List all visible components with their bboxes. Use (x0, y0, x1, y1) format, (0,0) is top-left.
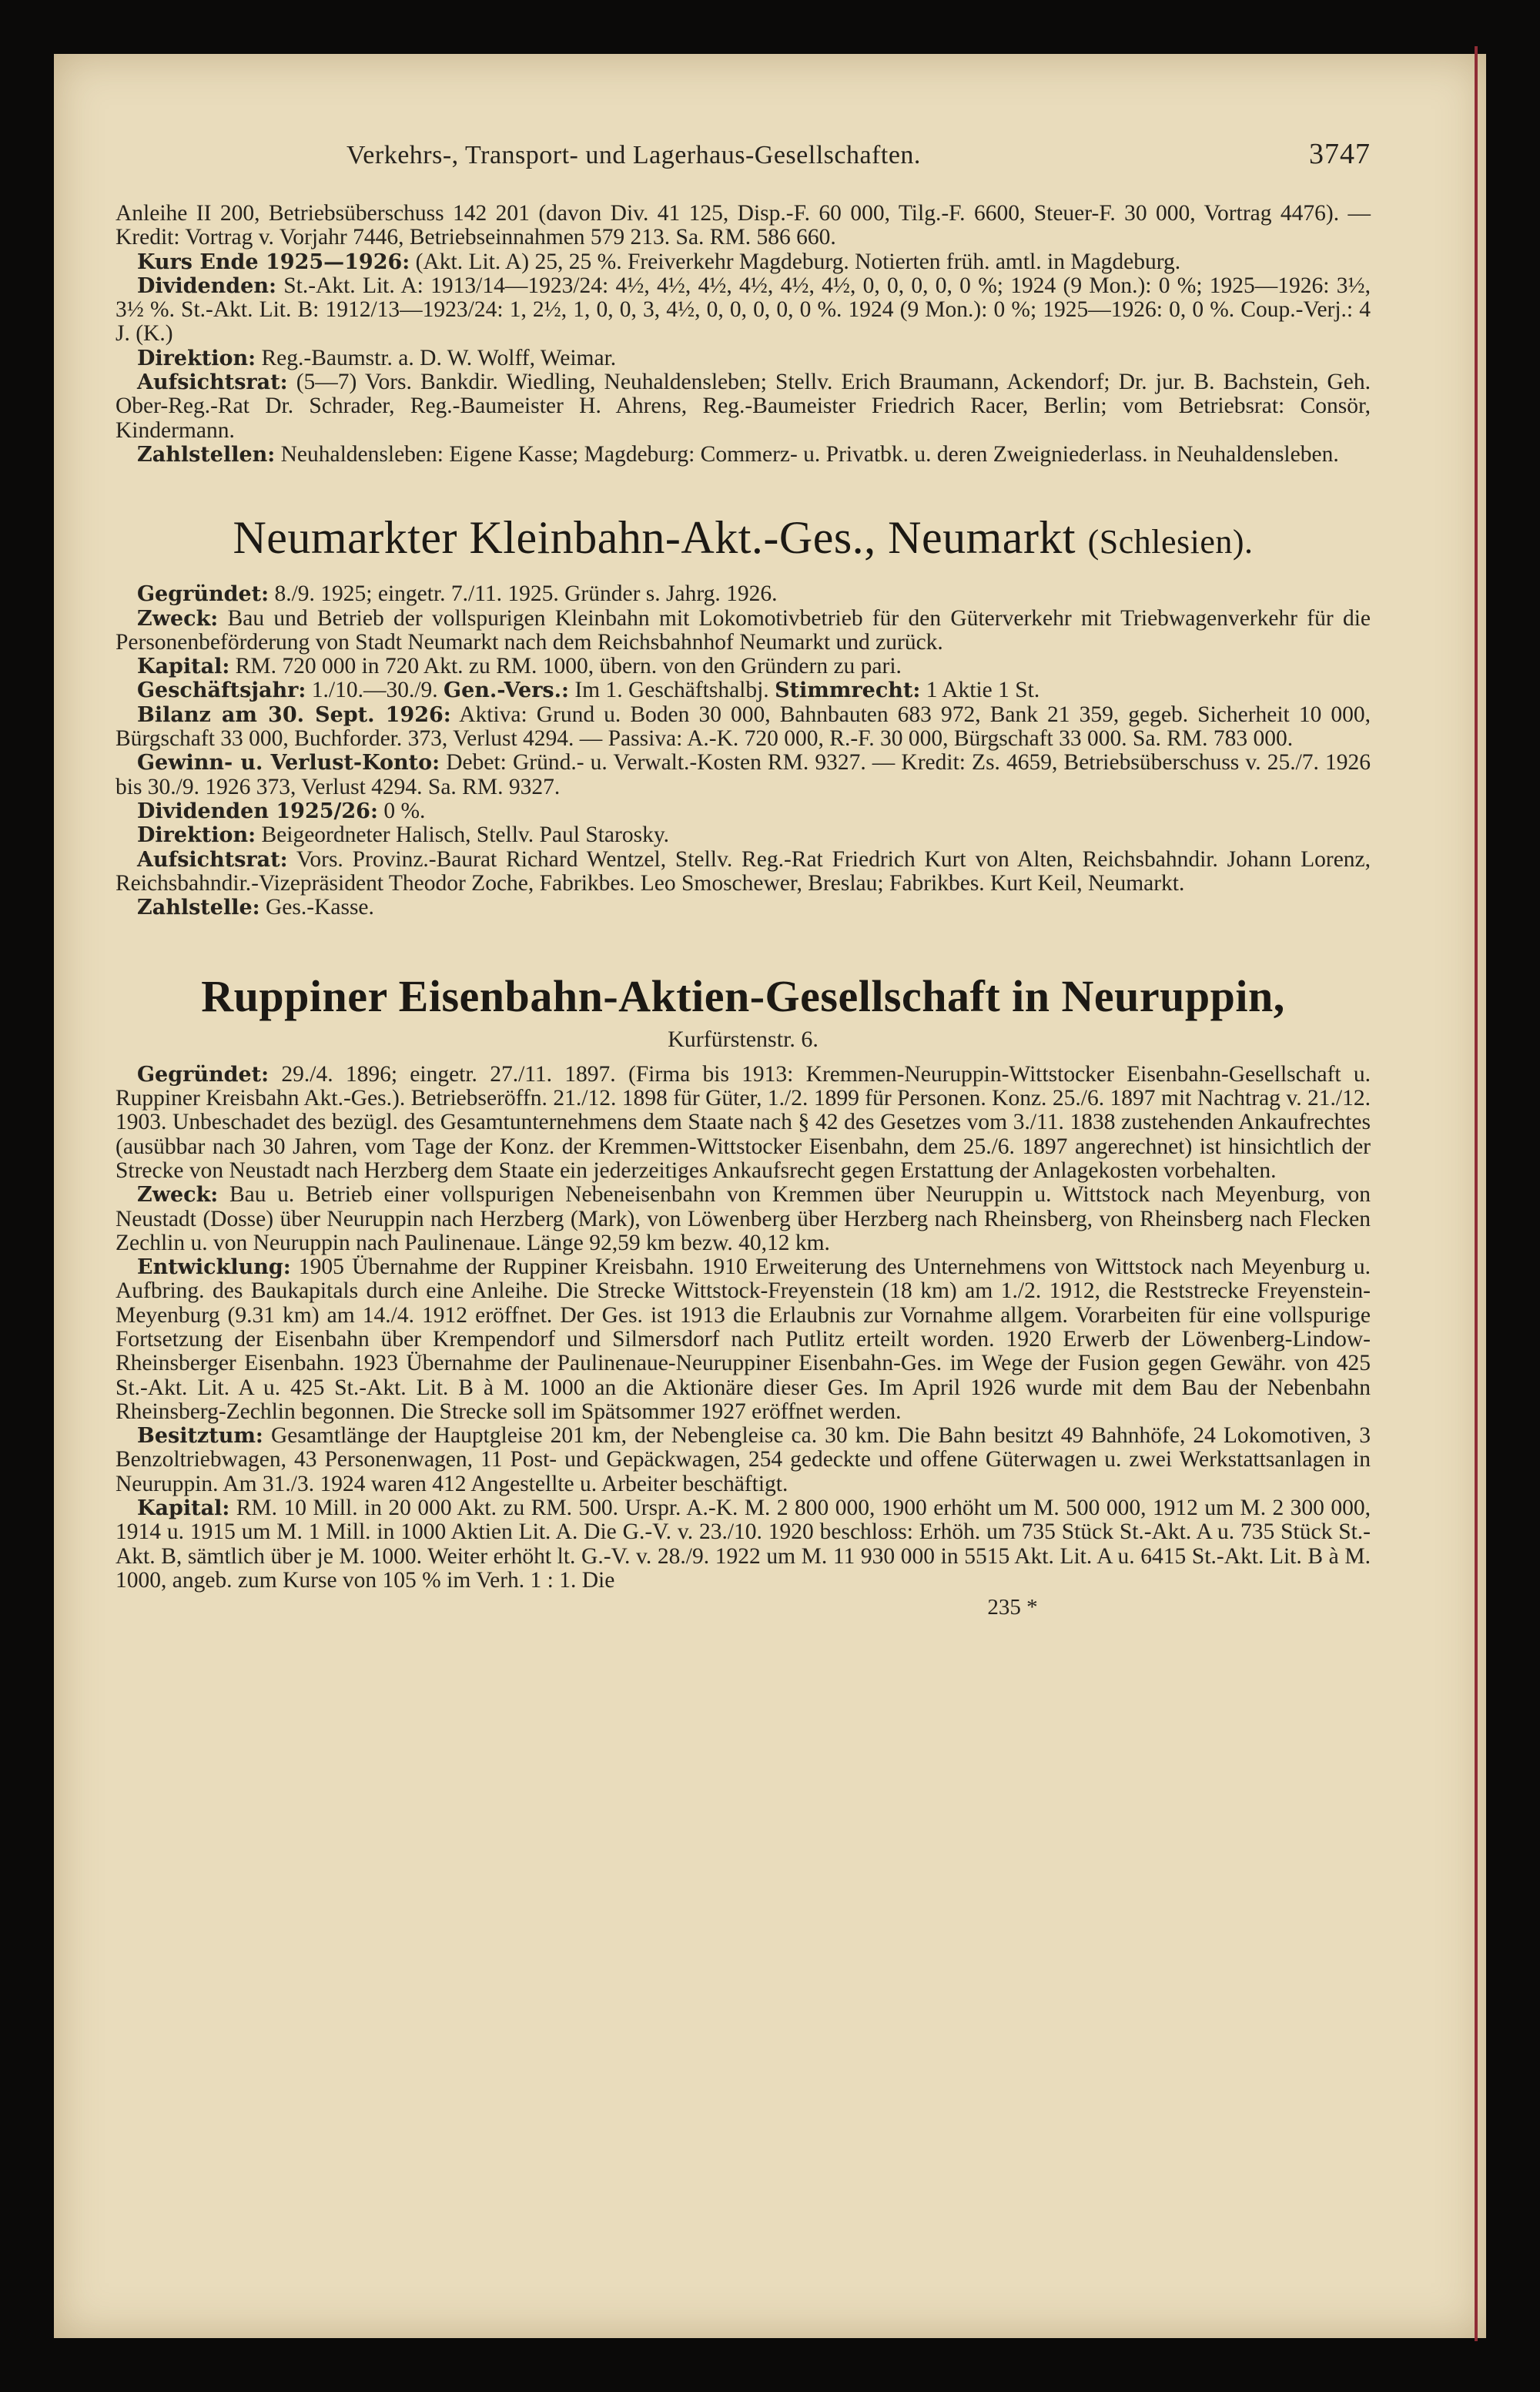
prev-anleihe-paragraph (116, 202, 1371, 250)
sheet-signature: 235 * (987, 1595, 1038, 1620)
neumarkt-gj-label: Geschäftsjahr: (137, 678, 306, 703)
neumarkt-heading-place: (Schlesien). (1087, 523, 1254, 561)
ruppin-kapital-entry (116, 1496, 1371, 1593)
ruppin-besitztum-entry (116, 1424, 1371, 1496)
neumarkt-heading (116, 511, 1371, 568)
ruppin-gegruendet-label: Gegründet: (137, 1062, 270, 1087)
ruppin-kapital-label: Kapital: (137, 1496, 230, 1521)
neumarkt-heading-name: Neumarkter Kleinbahn-Akt.-Ges., Neumarkt (233, 512, 1076, 564)
prev-dividenden-text: St.-Akt. Lit. A: 1913/14—1923/24: 4½, 4½, 4½, 4½, 4½, 4½, 0, 0, 0, 0, 0 %; 1924 (9 Mon.): 0 %; 1925—1926: 3½, 3½ %. St.-Akt. Lit. B: 1912/13—1923/24: 1, 2½, 1, 0, 0, 3, 4½, 0, 0, 0, 0, 0 %. 1924 (9 Mon.): 0 %; 1925—1926: 0, 0 %. Coup.-Verj.: 4 J. (K.) (116, 273, 1371, 347)
neumarkt-dividenden-label: Dividenden 1925/26: (137, 799, 378, 823)
ruppin-heading (116, 970, 1371, 1023)
neumarkt-dividenden-entry (116, 799, 1371, 823)
ruppin-gegruendet-text: 29./4. 1896; eingetr. 27./11. 1897. (Firma bis 1913: Kremmen-Neuruppin-Wittstocker Eisenbahn-Gesellschaft u. Ruppiner Kreisbahn Akt.-Ges.). Betriebseröffn. 21./12. 1898 für Güter, 1./2. 1899 für Personen. Konz. 25./6. 1897 mit Nachtrag v. 21./12. 1903. Unbeschadet des bezügl. des Gesamtunternehmens dem Staate nach § 42 des Gesetzes vom 3./11. 1838 zustehenden Ankaufrechtes (ausübbar nach 30 Jahren, vom Tage der Konz. der Kremmen-Wittstocker Eisenbahn, dem 25./6. 1897 angerechnet) ist hinsichtlich der Strecke von Neustadt nach Herzberg dem Staate ein jederzeitiges Ankaufsrecht gegen Erstattung der Anlagekosten vorbehalten. (116, 1061, 1371, 1183)
neumarkt-zweck-label: Zweck: (137, 606, 219, 631)
neumarkt-zahlstelle-entry (116, 896, 1371, 920)
prev-anleihe-text: Anleihe II 200, Betriebsüberschuss 142 201 (davon Div. 41 125, Disp.-F. 60 000, Tilg.-F. 6600, Steuer-F. 30 000, Vortrag 4476). — Kredit: Vortrag v. Vorjahr 7446, Betriebseinnahmen 579 213. Sa. RM. 586 660. (116, 201, 1371, 250)
neumarkt-bilanz-text: Aktiva: Grund u. Boden 30 000, Bahnbauten 683 972, Bank 21 359, gegeb. Sicherheit 10 000, Bürgschaft 33 000, Buchforder. 373, Verlust 4294. — Passiva: A.-K. 720 000, R.-F. 30 000, Bürgschaft 33 000. Sa. RM. 783 000. (116, 702, 1371, 752)
ruppin-address: Kurfürstenstr. 6. (668, 1027, 819, 1053)
binding-edge (1475, 46, 1478, 2341)
prev-kurs-text: (Akt. Lit. A) 25, 25 %. Freiverkehr Magdeburg. Notierten früh. amtl. in Magdeburg. (415, 249, 1181, 274)
prev-aufsichtsrat-entry (116, 370, 1371, 443)
ruppin-gegruendet-entry (116, 1063, 1371, 1183)
neumarkt-gj-text: 1./10.—30./9. (311, 678, 438, 703)
running-head (116, 139, 1371, 171)
neumarkt-bilanz-label: Bilanz am 30. Sept. 1926: (137, 702, 451, 727)
neumarkt-stimmrecht-text: 1 Aktie 1 St. (926, 678, 1040, 703)
neumarkt-zahlstelle-text: Ges.-Kasse. (265, 895, 374, 920)
ruppin-entwicklung-label: Entwicklung: (137, 1255, 291, 1280)
ruppin-zweck-text: Bau u. Betrieb einer vollspurigen Nebeneisenbahn von Kremmen über Neuruppin u. Wittstock nach Meyenburg, von Neustadt (Dosse) über Neuruppin nach Herzberg (Mark), von Löwenberg über Herzberg nach Rheinsberg, von Rheinsberg nach Flecken Zechlin u. von Neuruppin nach Paulinenaue. Länge 92,59 km bezw. 40,12 km. (116, 1182, 1371, 1255)
neumarkt-kapital-label: Kapital: (137, 655, 230, 679)
neumarkt-genvers-text: Im 1. Geschäftshalbj. (574, 678, 769, 703)
ruppin-entwicklung-entry (116, 1255, 1371, 1424)
prev-direktion-entry (116, 347, 1371, 370)
ruppin-heading-name: Ruppiner Eisenbahn-Aktien-Gesellschaft in Neuruppin, (201, 971, 1285, 1022)
prev-zahlstellen-text: Neuhaldensleben: Eigene Kasse; Magdeburg: Commerz- u. Privatbk. u. deren Zweigniederlass. in Neuhaldensleben. (280, 441, 1339, 467)
prev-direktion-label: Direktion: (137, 346, 256, 370)
neumarkt-guv-label: Gewinn- u. Verlust-Konto: (137, 751, 440, 776)
neumarkt-direktion-text: Beigeordneter Halisch, Stellv. Paul Starosky. (261, 822, 670, 848)
ruppin-entwicklung-text: 1905 Übernahme der Ruppiner Kreisbahn. 1910 Erweiterung des Unternehmens von Wittstock nach Meyenburg u. Aufbring. des Baukapitals durch eine Anleihe. Die Strecke Wittstock-Freyenstein (18 km) am 1./2. 1912, die Reststrecke Freyenstein-Meyenburg (9.31 km) am 14./4. 1912 eröffnet. Der Ges. ist 1913 die Erlaubnis zur Vornahme allgem. Vorarbeiten für eine vollspurige Fortsetzung der Eisenbahn über Krempendorf und Silmersdorf nach Putlitz erteilt worden. 1920 Erwerb der Löwenberg-Lindow-Rheinsberger Eisenbahn. 1923 Übernahme der Paulinenaue-Neuruppiner Eisenbahn-Ges. im Wege der Fusion gegen Gewähr. von 425 St.-Akt. Lit. A u. 425 St.-Akt. Lit. B à M. 1000 an die Aktionäre dieser Ges. Im April 1926 wurde mit dem Bau der Nebenbahn Rheinsberg-Zechlin begonnen. Die Strecke soll im Spätsommer 1927 eröffnet werden. (116, 1255, 1371, 1424)
page-content (116, 139, 1371, 1620)
page-number: 3747 (1309, 138, 1371, 170)
neumarkt-aufsichtsrat-entry (116, 848, 1371, 896)
neumarkt-aufsichtsrat-label: Aufsichtsrat: (137, 847, 288, 872)
neumarkt-stimmrecht-label: Stimmrecht: (775, 678, 921, 703)
neumarkt-genvers-label: Gen.-Vers.: (444, 678, 569, 703)
neumarkt-guv-entry (116, 751, 1371, 799)
prev-zahlstellen-label: Zahlstellen: (137, 442, 276, 467)
neumarkt-guv-text: Debet: Gründ.- u. Verwalt.-Kosten RM. 9327. — Kredit: Zs. 4659, Betriebsüberschuss v. 25./7. 1926 bis 30./9. 1926 373, Verlust 4294. Sa. RM. 9327. (116, 750, 1371, 799)
ruppin-zweck-label: Zweck: (137, 1183, 219, 1208)
neumarkt-direktion-entry (116, 823, 1371, 847)
neumarkt-aufsichtsrat-text: Vors. Provinz.-Baurat Richard Wentzel, Stellv. Reg.-Rat Friedrich Kurt von Alten, Reichsbahndir. Johann Lorenz, Reichsbahndir.-Vizepräsident Theodor Zoche, Fabrikbes. Leo Smoschewer, Breslau; Fabrikbes. Kurt Keil, Neumarkt. (116, 846, 1371, 896)
neumarkt-gegruendet-label: Gegründet: (137, 582, 270, 607)
ruppin-besitztum-text: Gesamtlänge der Hauptgleise 201 km, der Nebengleise ca. 30 km. Die Bahn besitzt 49 Bahnhöfe, 24 Lokomotiven, 3 Benzoltriebwagen, 43 Personenwagen, 11 Post- und Gepäckwagen, 254 gedeckte und offene Güterwagen u. zwei Werkstattsanlagen in Neuruppin. Am 31./3. 1924 waren 412 Angestellte u. Arbeiter beschäftigt. (116, 1423, 1371, 1496)
prev-zahlstellen-entry (116, 443, 1371, 467)
prev-aufsichtsrat-text: (5—7) Vors. Bankdir. Wiedling, Neuhaldensleben; Stellv. Erich Braumann, Ackendorf; Dr. jur. B. Bachstein, Geh. Ober-Reg.-Rat Dr. Schrader, Reg.-Baumeister H. Ahrens, Reg.-Baumeister Friedrich Racer, Berlin; vom Betriebsrat: Consör, Kindermann. (116, 370, 1371, 443)
prev-kurs-entry (116, 250, 1371, 274)
neumarkt-zweck-text: Bau und Betrieb der vollspurigen Kleinbahn mit Lokomotivbetrieb für den Güterverkehr mit Triebwagenverkehr für die Personenbeförderung von Stadt Neumarkt nach dem Reichsbahnhof Neumarkt und zurück. (116, 605, 1371, 655)
neumarkt-kapital-text: RM. 720 000 in 720 Akt. zu RM. 1000, übern. von den Gründern zu pari. (235, 654, 902, 679)
prev-dividenden-label: Dividenden: (137, 273, 276, 298)
ruppin-kapital-text: RM. 10 Mill. in 20 000 Akt. zu RM. 500. Urspr. A.-K. M. 2 800 000, 1900 erhöht um M. 500 000, 1912 um M. 2 300 000, 1914 u. 1915 um M. 1 Mill. in 1000 Aktien Lit. A. Die G.-V. v. 23./10. 1920 beschloss: Erhöh. um 735 Stück St.-Akt. A u. 735 Stück St.-Akt. B, sämtlich über je M. 1000. Weiter erhöht lt. G.-V. v. 28./9. 1922 um M. 11 930 000 in 5515 Akt. Lit. A u. 6415 St.-Akt. Lit. B à M. 1000, angeb. zum Kurse von 105 % im Verh. 1 : 1. Die (116, 1496, 1371, 1593)
ruppin-zweck-entry (116, 1183, 1371, 1255)
neumarkt-zweck-entry (116, 607, 1371, 655)
neumarkt-dividenden-text: 0 %. (383, 798, 426, 823)
neumarkt-direktion-label: Direktion: (137, 823, 256, 848)
neumarkt-gegruendet-entry (116, 582, 1371, 606)
neumarkt-geschaeftsjahr-entry (116, 678, 1371, 702)
neumarkt-zahlstelle-label: Zahlstelle: (137, 896, 260, 920)
prev-dividenden-entry (116, 274, 1371, 347)
prev-direktion-text: Reg.-Baumstr. a. D. W. Wolff, Weimar. (261, 345, 617, 370)
prev-kurs-label: Kurs Ende 1925—1926: (137, 250, 410, 274)
ruppin-besitztum-label: Besitztum: (137, 1424, 263, 1449)
prev-aufsichtsrat-label: Aufsichtsrat: (137, 370, 288, 395)
running-head-title: Verkehrs-, Transport- und Lagerhaus-Gesellschaften. (346, 141, 921, 169)
neumarkt-kapital-entry (116, 655, 1371, 678)
neumarkt-bilanz-entry (116, 703, 1371, 752)
neumarkt-gegruendet-text: 8./9. 1925; eingetr. 7./11. 1925. Gründer s. Jahrg. 1926. (274, 581, 778, 607)
